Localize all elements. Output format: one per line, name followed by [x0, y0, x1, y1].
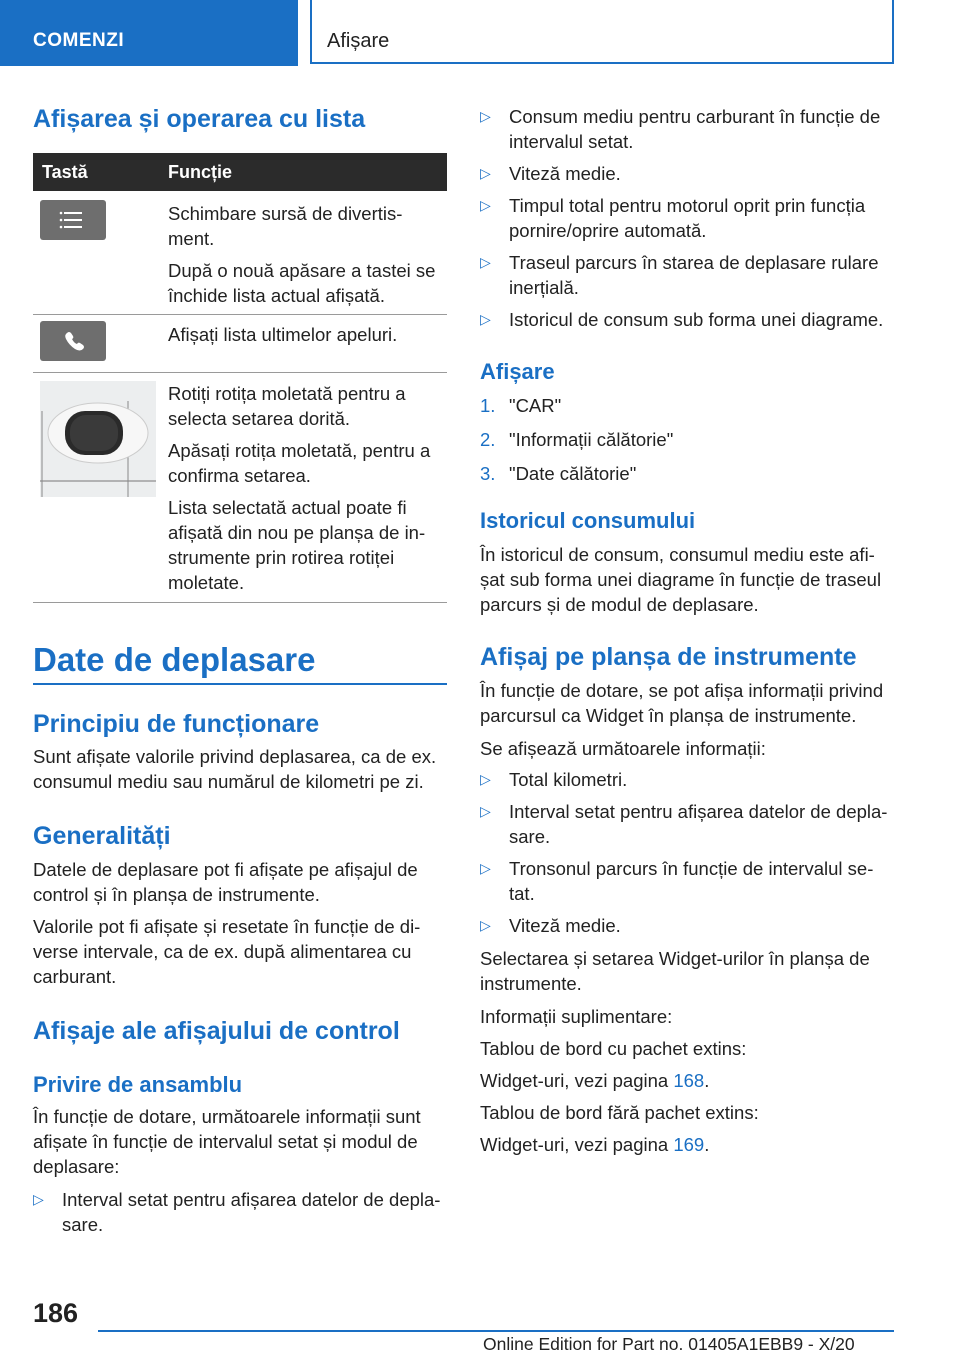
- general-p1: Datele de deplasare pot fi afișate pe afișajul de control și în planșa de instrumente.: [33, 859, 418, 905]
- principle-heading: Principiu de funcționare: [33, 710, 320, 738]
- history-heading: Istoricul consumului: [480, 508, 696, 533]
- cd-heading: Afișaje ale afișajului de control: [33, 1017, 400, 1045]
- list-item: ▷ Istoricul de consum sub forma unei diagrame.: [480, 309, 884, 330]
- footer-rule: [98, 1330, 894, 1332]
- row-divider: [33, 602, 447, 603]
- row-divider: [33, 372, 447, 373]
- section-title: Date de deplasare: [33, 641, 316, 678]
- header-chapter-label: Afișare: [327, 30, 390, 52]
- page-link-169[interactable]: 169: [673, 1134, 705, 1155]
- general-p2: Valorile pot fi afișate și resetate în funcție de di- verse intervale, ca de ex. după alimentarea cu carburant.: [33, 916, 421, 987]
- step-item: 1. "CAR": [480, 395, 562, 416]
- list-item: ▷ Viteză medie.: [480, 163, 621, 184]
- cluster-p4: Informații suplimentare:: [480, 1006, 673, 1027]
- bullet-triangle-icon: ▷: [33, 1191, 44, 1207]
- row2-line1: Afișați lista ultimelor apeluri.: [168, 324, 398, 345]
- cd-subheading: Privire de ansamblu: [33, 1072, 243, 1097]
- section-rule: [33, 683, 447, 685]
- cluster-p2: Se afișează următoarele informații:: [480, 738, 766, 759]
- general-heading: Generalități: [33, 822, 171, 850]
- col-key-header: Tastă: [42, 162, 88, 182]
- list-item: ▷ Consum mediu pentru carburant în funcție de intervalul setat.: [480, 106, 881, 152]
- list-icon: [40, 200, 106, 240]
- list-item: ▷ Interval setat pentru afișarea datelor de depla- sare.: [33, 1189, 441, 1235]
- header-chapter-box: [310, 0, 894, 64]
- list-item: ▷ Timpul total pentru motorul oprit prin funcția pornire/oprire automată.: [480, 195, 866, 241]
- row3-line2: Apăsați rotița moletată, pentru a confirma setarea.: [168, 440, 431, 486]
- page-link-168[interactable]: 168: [673, 1070, 705, 1091]
- bullet-triangle-icon: ▷: [480, 197, 491, 213]
- bullet-triangle-icon: ▷: [480, 771, 491, 787]
- footer-edition: Online Edition for Part no. 01405A1EBB9 - X/20: [483, 1334, 855, 1354]
- row3-line1: Rotiți rotița moletată pentru a selecta setarea dorită.: [168, 383, 406, 429]
- cluster-heading: Afișaj pe planșa de instrumente: [480, 643, 857, 671]
- cluster-p1: În funcție de dotare, se pot afișa informații privind parcursul ca Widget în planșa de instrumente.: [480, 680, 884, 726]
- cd-text: În funcție de dotare, următoarele informații sunt afișate în funcție de intervalul setat și modul de deplasare:: [33, 1106, 421, 1177]
- header-section-label: COMENZI: [33, 30, 125, 51]
- cluster-ref2: Widget-uri, vezi pagina 169.: [480, 1134, 710, 1155]
- history-text: În istoricul de consum, consumul mediu este afi- șat sub forma unei diagrame în funcție de traseul parcurs și de modul de deplasare.: [480, 544, 882, 615]
- cluster-ref1: Widget-uri, vezi pagina 168.: [480, 1070, 710, 1091]
- list-item: ▷ Traseul parcurs în starea de deplasare rulare inerțială.: [480, 252, 879, 298]
- page-number: 186: [33, 1298, 79, 1328]
- table-header: [33, 153, 447, 191]
- display-heading: Afișare: [480, 359, 555, 384]
- bullet-triangle-icon: ▷: [480, 917, 491, 933]
- header-section-tab: [0, 0, 298, 66]
- list-item: ▷ Interval setat pentru afișarea datelor de depla- sare.: [480, 801, 888, 847]
- row1-line1: Schimbare sursă de divertis- ment.: [168, 203, 403, 249]
- bullet-triangle-icon: ▷: [480, 803, 491, 819]
- row-divider: [33, 314, 447, 315]
- bullet-triangle-icon: ▷: [480, 165, 491, 181]
- phone-icon: [40, 321, 106, 361]
- list-item: ▷ Total kilometri.: [480, 769, 628, 790]
- principle-text: Sunt afișate valorile privind deplasarea, ca de ex. consumul mediu sau numărul de kilometri pe zi.: [33, 746, 437, 792]
- bullet-triangle-icon: ▷: [480, 860, 491, 876]
- step-item: 2. "Informații călătorie": [480, 429, 674, 450]
- controller-knob-photo: [40, 381, 156, 497]
- list-item: ▷ Viteză medie.: [480, 915, 621, 936]
- cluster-p3: Selectarea și setarea Widget-urilor în planșa de instrumente.: [480, 948, 870, 994]
- row1-line2: După o nouă apăsare a tastei se închide lista actual afișată.: [168, 260, 436, 306]
- bullet-triangle-icon: ▷: [480, 311, 491, 327]
- bullet-triangle-icon: ▷: [480, 108, 491, 124]
- bullet-triangle-icon: ▷: [480, 254, 491, 270]
- row3-line3: Lista selectată actual poate fi afișată din nou pe planșa de in- strumente prin rotirea rotiței moletate.: [168, 497, 426, 593]
- list-item: ▷ Tronsonul parcurs în funcție de intervalul se- tat.: [480, 858, 874, 904]
- cluster-p6: Tablou de bord fără pachet extins:: [480, 1102, 759, 1123]
- step-item: 3. "Date călătorie": [480, 463, 637, 484]
- cluster-p5: Tablou de bord cu pachet extins:: [480, 1038, 747, 1059]
- table-title: Afișarea și operarea cu lista: [33, 105, 366, 133]
- col-func-header: Funcție: [168, 162, 233, 182]
